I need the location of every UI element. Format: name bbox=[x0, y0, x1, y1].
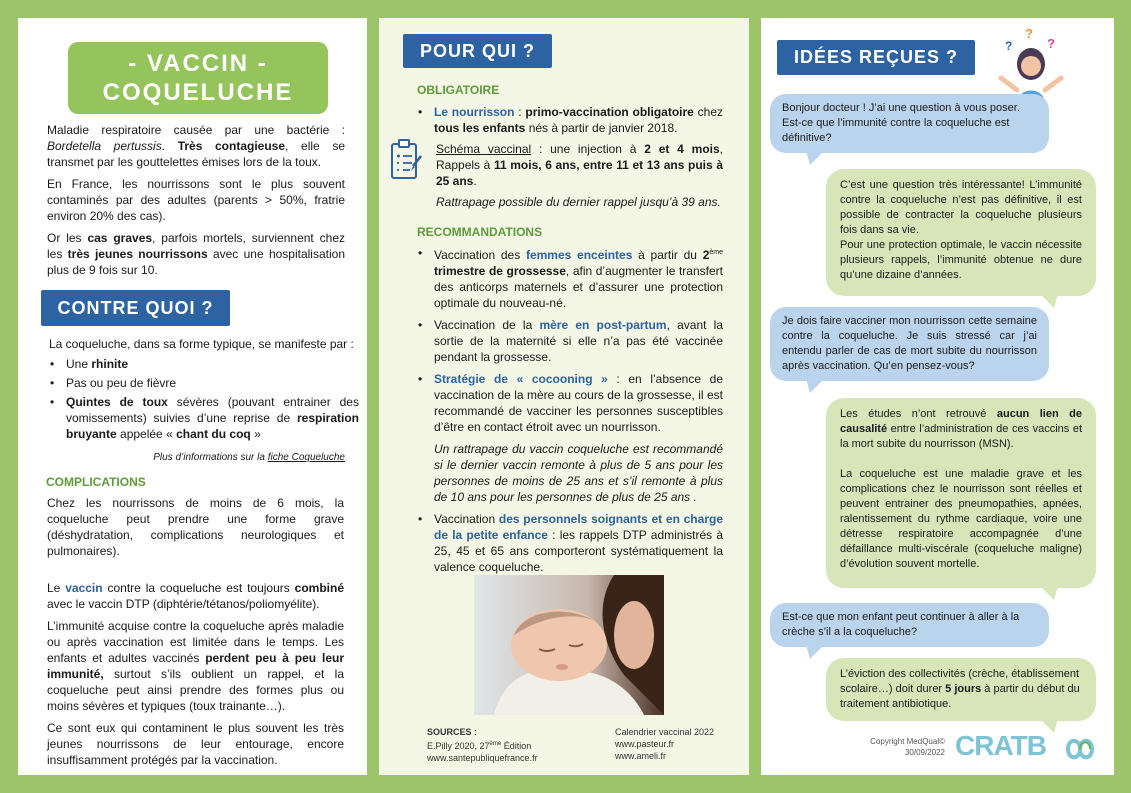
recommandations-list bbox=[417, 245, 723, 575]
question-bubble: Je dois faire vacciner mon nourrisson cette semaine contre la coqueluche. Je suis stressé car j’ai entendu parler de cas de mort subite du nourrisson après vaccination. Qu’en pensez-vous? bbox=[770, 307, 1049, 381]
cratb-logo: CRATB bbox=[955, 730, 1046, 761]
list-item: • Vaccination des personnels soignants et en charge de la petite enfance : les rappels DTP administrés à 25, 45 et 65 ans comporteront systématiquement la valence coqueluche. bbox=[417, 511, 723, 575]
list-item: • Le nourrisson : primo-vaccination obligatoire chez tous les enfants nés à partir de janvier 2018. bbox=[417, 104, 723, 136]
page-title bbox=[68, 42, 328, 114]
answer-bubble: L’éviction des collectivités (crèche, établissement scolaire…) doit durer 5 jours à partir du début du traitement antibiotique. bbox=[826, 658, 1096, 721]
intro-text: Maladie respiratoire causée par une bactérie : Bordetella pertussis. Très contagieuse, elle se transmet par les gouttelettes émises lors de la toux. En France, les nourrissons sont le plus souvent contaminés par des adultes (parents > 50%, fratrie environ 20% des cas). Or les cas graves, parfois mortels, surviennent chez les très jeunes nourrissons avec une hospitalisation plus de 9 fois sur 10. bbox=[47, 123, 346, 277]
svg-text:?: ? bbox=[1005, 39, 1013, 53]
obligatoire-heading: OBLIGATOIRE bbox=[417, 83, 500, 97]
more-info: Plus d’informations sur la fiche Coqueluche bbox=[153, 452, 345, 463]
sources-right: Calendrier vaccinal 2022 www.pasteur.fr www.ameli.fr bbox=[615, 727, 715, 761]
recommandations-heading: RECOMMANDATIONS bbox=[417, 225, 543, 239]
contre-quoi-heading: CONTRE QUOI ? bbox=[41, 290, 230, 326]
left-panel bbox=[18, 18, 367, 775]
middle-panel bbox=[379, 18, 749, 775]
schema-vaccinal: Schéma vaccinal : une injection à 2 et 4 mois, Rappels à 11 mois, 6 ans, entre 11 et 13 ans puis à 25 ans. bbox=[436, 142, 723, 188]
symptom-item: • Quintes de toux sévères (pouvant entrainer des vomissements) suivies d’une reprise de respiration bruyante appelée « chant du coq » bbox=[49, 394, 359, 442]
question-bubble: Est-ce que mon enfant peut continuer à aller à la crèche s’il a la coqueluche? bbox=[770, 603, 1049, 647]
symptoms-section: La coqueluche, dans sa forme typique, se manifeste par : • Une rhinite • Pas ou peu de fièvre • Quintes de toux sévères (pouvant entrainer des vomissements) suivies d’une reprise de respiration bruyante appelée « chant du coq » bbox=[49, 336, 359, 442]
sources-left: SOURCES : E.Pilly 2020, 27ème Édition www.santepubliquefrance.fr bbox=[427, 727, 538, 763]
fiche-link[interactable]: fiche Coqueluche bbox=[267, 452, 345, 463]
complications-text: Chez les nourrissons de moins de 6 mois, la coqueluche peut prendre une forme grave (déshydratation, complications neurologiques et pulmonaires). bbox=[47, 496, 344, 558]
complications-heading: COMPLICATIONS bbox=[46, 475, 146, 489]
idees-recues-heading: IDÉES REÇUES ? bbox=[777, 40, 975, 75]
answer-bubble: Les études n’ont retrouvé aucun lien de causalité entre l’administration de ces vaccins et la mort subite du nourrisson (MSN). La coqueluche est une maladie grave et les complications chez le nourrisson sont réelles et peuvent entrainer des pneumopathies, apnées, ralentissement du rythme cardiaque, voire une détresse respiratoire accompagnée d’une défaillance multi-viscérale (coqueluche maligne) d’évolution souvent mortelle. bbox=[826, 398, 1096, 588]
clipboard-icon bbox=[389, 138, 425, 182]
title-line-2: COQUELUCHE bbox=[102, 79, 294, 106]
pour-qui-heading: POUR QUI ? bbox=[403, 34, 552, 68]
question-bubble: Bonjour docteur ! J’ai une question à vous poser. Est-ce que l’immunité contre la coqueluche est définitive? bbox=[770, 94, 1049, 153]
obligatoire-list bbox=[417, 104, 723, 136]
right-panel bbox=[761, 18, 1114, 775]
list-item: • Stratégie de « cocooning » : en l’absence de vaccination de la mère au cours de la grossesse, il est recommandé de vacciner les personnes susceptibles d’être en contact étroit avec un nourrisson. Un rattrapage du vaccin coqueluche est recommandé si le dernier vaccin remonte à plus de 5 ans pour les personnes de moins de 25 ans et s’il remonte à plus de 10 ans pour les personnes de plus de 25 ans . bbox=[417, 371, 723, 505]
symptom-item: • Une rhinite bbox=[49, 356, 359, 372]
list-item: • Vaccination des femmes enceintes à partir du 2ème trimestre de grossesse, afin d’augmenter le transfert des anticorps maternels et d’assurer une protection optimale du nouveau-né. bbox=[417, 245, 723, 311]
confused-woman-icon bbox=[989, 24, 1075, 104]
symptom-item: • Pas ou peu de fièvre bbox=[49, 375, 359, 391]
infinity-logo-icon bbox=[1060, 734, 1100, 764]
rattrapage-text: Rattrapage possible du dernier rappel jusqu’à 39 ans. bbox=[436, 195, 721, 209]
mother-baby-photo bbox=[474, 575, 664, 715]
copyright: Copyright MedQual© 30/09/2022 bbox=[870, 737, 945, 757]
svg-text:?: ? bbox=[1025, 26, 1033, 41]
answer-bubble: C’est une question très intéressante! L’immunité contre la coqueluche n’est pas définitive, il est possible de contracter la coqueluche plusieurs fois dans sa vie. Pour une protection optimale, le vaccin nécessite plusieurs rappels, l’immunité obtenue ne dure qu’une dizaine d’années. bbox=[826, 169, 1096, 296]
vaccin-text: Le vaccin contre la coqueluche est toujours combiné avec le vaccin DTP (diphtérie/tétanos/poliomyélite). L’immunité acquise contre la coqueluche après maladie ou après vaccination est limitée dans le temps. Les enfants et adultes vaccinés perdent peu à peu leur immunité, surtout s’ils oublient un rappel, et la coqueluche peut ainsi prendre des formes plus ou moins sévères et typiques (toux trainante…). Ce sont eux qui contaminent le plus souvent les très jeunes nourrissons de leur entourage, encore insuffisamment protégés par la vaccination. bbox=[47, 581, 344, 767]
list-item: • Vaccination de la mère en post-partum, avant la sortie de la maternité si elle n’a pas été vaccinée pendant la grossesse. bbox=[417, 317, 723, 365]
title-line-1: - VACCIN - bbox=[128, 50, 268, 77]
svg-text:?: ? bbox=[1047, 36, 1055, 51]
